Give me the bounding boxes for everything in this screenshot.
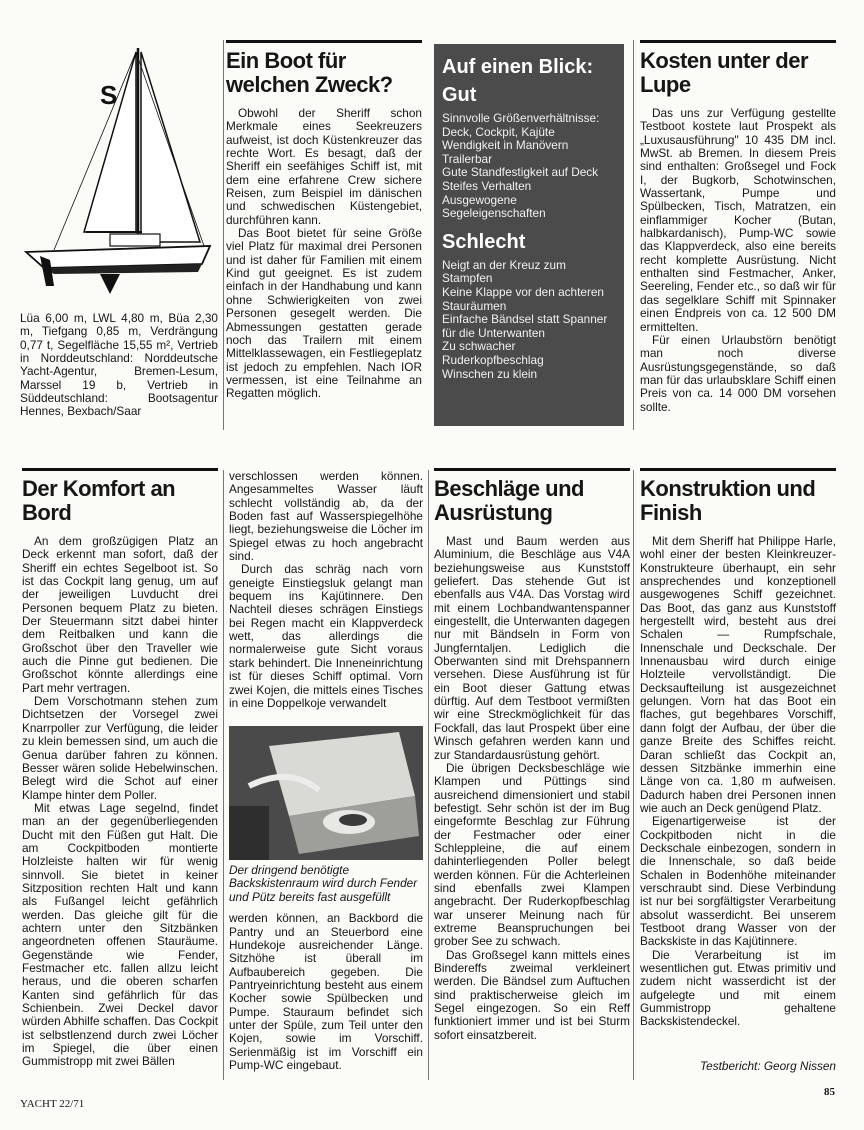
komfort-p3: Mit etwas Lage segelnd, findet man an der gegenüberliegenden Ducht mit den Füßen gut Halt. Die am Cockpitboden montierte Holzleiste halten wir für wenig sinnvoll. Sie bietet in keiner Sitzposition rechten Halt und kann als Fußangel leicht gefährlich werden. Das gleiche gilt für die achtern unter den Sitzbänken angeordneten offenen Stauräume. Gegenstände wie Fender, Festmacher etc. fallen allzu leicht heraus, und die oberen scharfen Kanten sind gefährlich für das Schienbein. Zwei Deckel davor würden Abhilfe schaffen. Das Cockpit ist selbstlenzend durch zwei Löcher im Spiegel, die über einen Gummistropp mit zwei Bällen xyxy=(22,800,218,1069)
photo-backskiste xyxy=(229,726,423,860)
column-rule xyxy=(428,470,429,1080)
section-komfort-cont xyxy=(229,470,423,1080)
good-item: Ausgewogene Segeleigenschaften xyxy=(442,192,546,221)
bad-item: Neigt an der Kreuz zum Stampfen xyxy=(442,257,566,286)
komfort-cont-p1: verschlossen werden können. Angesammeltes Wasser läuft schlecht vollständig ab, da der Boden fast auf Wasserspiegelhöhe liegt, beziehungsweise die Löcher im Spiegel etwas zu hoch angebracht sind. xyxy=(229,469,423,564)
kosten-body xyxy=(640,107,836,447)
kosten-p1: Das uns zur Verfügung gestellte Testboot kostete laut Prospekt als „Luxusausführung" 10 435 DM incl. MwSt. ab Bremen. In diesem Preis sind enthalten: Großsegel und Fock I, der Bugkorb, Schotwinschen, Wassertank, Pumpe und Spülbecken, Tisch, Matratzen, ein einflammiger Kocher (Butan, halbkardanisch), Pump-WC sowie das Klappverdeck, also eine bereits recht komplette Ausrüstung. Nicht enthalten sind Festmacher, Anker, Seereling, Fender etc., so daß wir für das segelklare Schiff mit Spinnaker einen Endpreis von ca. 12 500 DM ermittelten. xyxy=(640,106,836,334)
kosten-p2: Für einen Urlaubstörn benötigt man noch diverse Ausrüstungsgegenstände, so daß man für das urlaubsklare Schiff einen Preis von ca. 14 000 DM vorsehen sollte. xyxy=(640,332,836,414)
glance-box xyxy=(434,44,624,426)
good-item: Wendigkeit in Manövern xyxy=(442,138,569,153)
bad-item: Einfache Bändsel statt Spanner für die Unterwanten xyxy=(442,312,608,340)
good-item: Gute Standfestigkeit auf Deck xyxy=(442,165,599,180)
komfort-p1: An dem großzügigen Platz an Deck erkennt man sofort, daß der Sheriff ein echtes Segelboot ist. So ist das Cockpit lang genug, um auf der jeweiligen Luvducht drei Personen bequem Platz zu bieten. Der Steuermann sitzt dabei hinter dem Reitbalken und kann die Großschot über den Traveller wie auch die Pinne gut bedienen. Die Großschot könnte allerdings eine Part mehr vertragen. xyxy=(22,534,218,695)
konstruktion-title: Konstruktion und Finish xyxy=(640,468,836,525)
section-zweck xyxy=(226,40,422,440)
komfort-cont-body xyxy=(229,470,423,720)
section-beschlaege xyxy=(434,468,630,1080)
column-rule xyxy=(223,40,224,430)
beschlaege-title: Beschläge und Ausrüstung xyxy=(434,468,630,525)
zweck-body xyxy=(226,107,422,437)
kosten-title: Kosten unter der Lupe xyxy=(640,40,836,97)
column-rule xyxy=(223,470,224,1080)
beschlaege-body xyxy=(434,535,630,1075)
konstruktion-body xyxy=(640,535,836,1055)
bad-item: Zu schwacher Ruderkopfbeschlag xyxy=(442,339,544,367)
good-item: Sinnvolle Größenverhältnisse: Deck, Cockpit, Kajüte xyxy=(442,111,600,139)
komfort-after-p1: werden können, an Backbord die Pantry und an Steuerbord eine Hundekoje ausreichender Länge. Sitzhöhe ist überall im Aufbaubereich gegeben. Die Pantryeinrichtung besteht aus einem Kocher sowie Spülbecken und Pumpe. Stauraum befindet sich unter der Spüle, zum Teil unter den Kojen, sowie im Vorschiff. Serienmäßig ist im Vorschiff ein Pump-WC eingebaut. xyxy=(229,911,423,1072)
section-kosten xyxy=(640,40,836,440)
section-konstruktion xyxy=(640,468,836,1080)
bad-list xyxy=(442,259,616,381)
zweck-p2: Das Boot bietet für seine Größe viel Platz für maximal drei Personen und ist daher für Familien mit einem Kind gut geeignet. Es ist zudem einfach in der Handhabung und kann ohne Schwierigkeiten von zwei Personen gesegelt werden. Die Abmessungen gestatten gerade noch das Trailern mit einem Mittelklassewagen, ein Festliegeplatz ist jedoch zu empfehlen. Nach IOR vermessen, ist eine Teilnahme an Regatten möglich. xyxy=(226,226,422,401)
specs-text xyxy=(20,312,218,432)
svg-text:S: S xyxy=(100,80,118,110)
glance-bad-label: Schlecht xyxy=(442,230,526,253)
zweck-p1: Obwohl der Sheriff schon Merkmale eines Seekreuzers aufweist, ist doch Küstenkreuzer das rechte Wort. Es besagt, daß der Sheriff ein seefähiges Schiff ist, mit dem eine erfahrene Crew sichere Reisen, zum Beispiel im dänischen und schwedischen Küstengebiet, durchführen kann. xyxy=(226,106,422,227)
section-komfort xyxy=(22,468,218,1080)
bad-item: Winschen zu klein xyxy=(442,366,538,381)
konstruktion-p3: Die Verarbeitung ist im wesentlichen gut. Etwas primitiv und zudem nicht wasserdicht ist der aufgelegte und mit einem Gummistropp gehaltene Backskistendeckel. xyxy=(640,947,836,1029)
column-rule xyxy=(633,470,634,1080)
konstruktion-p1: Mit dem Sheriff hat Philippe Harle, wohl einer der besten Kleinkreuzer-Konstrukteure überhaupt, ein sehr ansprechendes und konzeptionell ausgewogenes Schiff gezeichnet. Das Boot, das ganz aus Kunststoff hergestellt wird, besteht aus drei Schalen — Rumpfschale, Innenschale und Deckschale. Der Innenausbau wird durch einige Holzteile vervollständigt. Die Decksaufteilung ist ausgezeichnet gelungen. Vorn hat das Boot ein flaches, gut begehbares Vorschiff, dann folgt der Aufbau, der über die ganze Breite des Schiffes reicht. Daran schließt das Cockpit an, dessen Sitzbänke immerhin eine Länge von ca. 1,80 m aufweisen. Dadurch haben drei Personen innen wie auch an Deck genügend Platz. xyxy=(640,534,836,815)
glance-good-label: Gut xyxy=(442,84,477,106)
photo-caption: Der dringend benötigte Backskistenraum wird durch Fender und Pütz bereits fast ausgefüllt xyxy=(229,863,418,904)
bad-item: Keine Klappe vor den achteren Stauräumen xyxy=(442,284,604,313)
footer-page-number: 85 xyxy=(824,1086,835,1098)
footer-magazine: YACHT 22/71 xyxy=(20,1098,85,1110)
komfort-p2: Dem Vorschotmann stehen zum Dichtsetzen der Vorsegel zwei Knarrpoller zur Verfügung, die leider zu klein bemessen sind, um auch die Genua darüber fahren zu können. Besser wären solide Hebelwinschen. Belegt wird die Schot auf einer Klampe hinter dem Poller. xyxy=(22,694,218,802)
column-rule xyxy=(633,40,634,430)
komfort-body xyxy=(22,535,218,1075)
zweck-title: Ein Boot für welchen Zweck? xyxy=(226,40,422,97)
beschlaege-p1: Mast und Baum werden aus Aluminium, die Beschläge aus V4A beziehungsweise aus Kunststoff geliefert. Das stehende Gut ist ebenfalls aus V4A. Das Vorstag wird mit einem Lochbandwantenspanner eingestellt, die Unterwanten dagegen nur mit Bändseln in Form von Jungferntaljen. Lediglich die Oberwanten sind mit Drehspannern versehen. Diese Ausführung ist für ein Boot dieser Gattung etwas dürftig. Auf dem Testboot vermißten wir eine Streckmöglichkeit für das Fockfall, das laut Prospekt über eine Winsch gefahren werden kann und zur Standardausrüstung gehört. xyxy=(434,534,630,762)
good-item: Trailerbar xyxy=(442,151,493,166)
komfort-after-body xyxy=(229,911,423,1072)
credit: Testbericht: Georg Nissen xyxy=(700,1059,836,1073)
glance-title: Auf einen Blick: xyxy=(442,56,594,78)
komfort-cont-p2: Durch das schräg nach vorn geneigte Einstiegsluk gelangt man bequem ins Kajütinnere. Den Nachteil dieses schrägen Einstiegs bei Regen macht ein Klappverdeck wett, das allerdings die normalerweise gute Sicht voraus stark behindert. Die Inneneinrichtung ist für dieses Schiff optimal. Vorn zwei Kojen, die mittels eines Tisches in eine Doppelkoje verwandelt xyxy=(229,562,423,710)
beschlaege-p3: Das Großsegel kann mittels eines Bindereffs zweimal verkleinert werden. Die Bändsel zum Auftuchen sind praktischerweise gleich im Segel eingezogen. So ein Reff funktioniert immer und ist bei Sturm sofort einsatzbereit. xyxy=(434,947,630,1042)
good-list xyxy=(442,112,616,221)
specs: Lüa 6,00 m, LWL 4,80 m, Büa 2,30 m, Tiefgang 0,85 m, Verdrängung 0,77 t, Segelfläche 15,55 m², Vertrieb in Norddeutschland: Norddeutsche Yacht-Agentur, Bremen-Lesum, Marssel 19 b, Vertrieb in Süddeutschland: Bootsagentur Hennes, Bexbach/Saar xyxy=(20,311,218,419)
photo-image xyxy=(229,726,423,860)
sailboat-drawing xyxy=(14,42,220,302)
komfort-title: Der Komfort an Bord xyxy=(22,468,218,525)
good-item: Steifes Verhalten xyxy=(442,178,532,193)
beschlaege-p2: Die übrigen Decksbeschläge wie Klampen und Püttings sind ausreichend dimensioniert und stabil befestigt. Sehr schön ist der im Bug eingeformte Beschlag zur Führung der Festmacher oder einer Schleppleine, die auf einem dahinterliegenden Poller belegt werden können. Für die Achterleinen sind ebenfalls zwei Klampen angebracht. Der Ruderkopfbeschlag war unserer Meinung nach für extreme Beanspruchungen bei grober See zu schwach. xyxy=(434,760,630,949)
konstruktion-p2: Eigenartigerweise ist der Cockpitboden nicht in die Deckschale einbezogen, sondern in die Innenschale, so daß beide Schalen in Bodenhöhe miteinander verschraubt sind. Diese Verbindung ist nur bei sorgfältigster Verarbeitung absolut wasserdicht. Bei unserem Testboot drang Wasser von der Backskiste in das Kajütinnere. xyxy=(640,814,836,949)
sailboat-illustration xyxy=(14,42,220,302)
